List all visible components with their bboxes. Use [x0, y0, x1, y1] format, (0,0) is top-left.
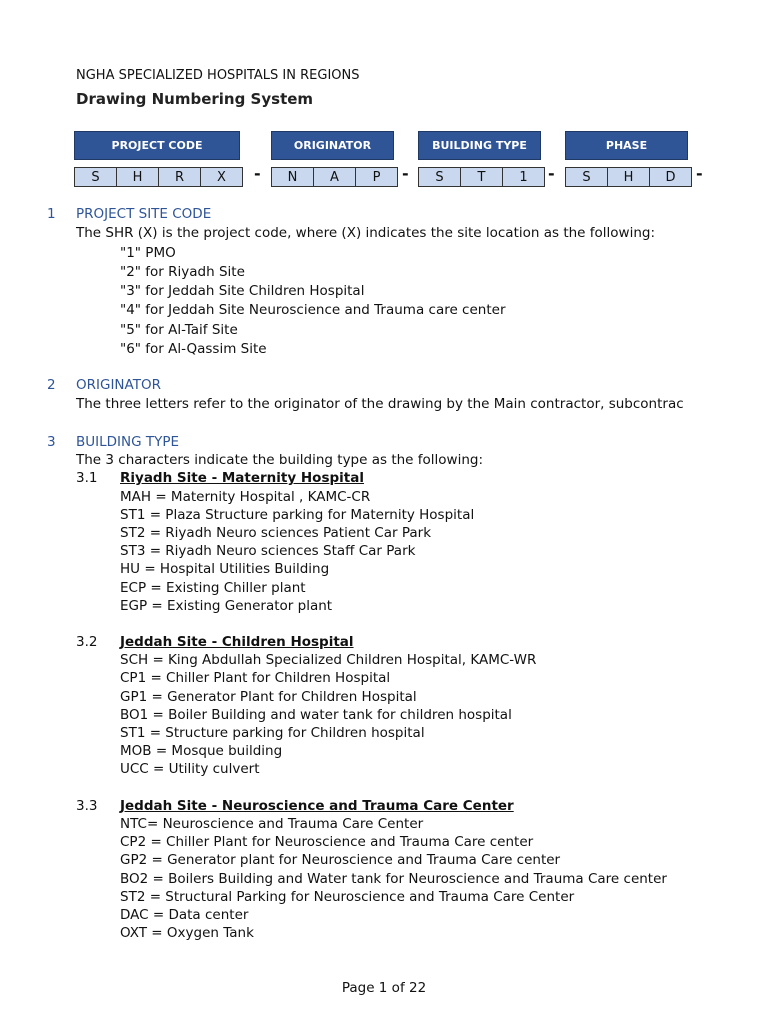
separator-dash: - — [696, 164, 703, 183]
code-cell: 1 — [503, 168, 544, 186]
list-item — [0, 688, 768, 706]
code-cells — [565, 167, 692, 187]
list-item-text: "4" for Jeddah Site Neuroscience and Trauma care center — [120, 302, 506, 319]
list-item — [0, 815, 768, 833]
code-cell: S — [566, 168, 608, 186]
list-item — [0, 742, 768, 760]
code-cell: P — [356, 168, 397, 186]
section-1 — [0, 205, 768, 359]
code-box-header: PHASE — [565, 131, 688, 160]
list-item — [0, 524, 768, 542]
code-cells — [74, 167, 243, 187]
code-cell: T — [461, 168, 503, 186]
code-cell: D — [650, 168, 691, 186]
list-item-text: SCH = King Abdullah Specialized Children Hospital, KAMC-WR — [120, 652, 537, 669]
separator-dash: - — [402, 164, 409, 183]
subsection-heading — [0, 469, 768, 487]
list-item-text: "5" for Al-Taif Site — [120, 321, 238, 338]
subsection-heading — [0, 797, 768, 815]
list-item — [0, 906, 768, 924]
list-item-text: DAC = Data center — [120, 906, 249, 923]
list-item — [0, 579, 768, 597]
subsection-title: Jeddah Site - Children Hospital — [120, 634, 354, 651]
section-heading: ORIGINATOR — [76, 377, 161, 393]
subsection-number: 3.2 — [76, 634, 98, 651]
spacer — [0, 779, 768, 797]
list-item — [0, 833, 768, 851]
code-cell: H — [117, 168, 159, 186]
page-number: Page 1 of 22 — [341, 980, 427, 996]
list-item — [0, 282, 768, 301]
list-item — [0, 506, 768, 524]
list-item-text: UCC = Utility culvert — [120, 761, 260, 778]
list-item — [0, 870, 768, 888]
page-title: Drawing Numbering System — [76, 90, 314, 108]
spacer — [0, 615, 768, 633]
list-item-text: ST1 = Structure parking for Children hospital — [120, 725, 425, 741]
section-3 — [0, 433, 768, 942]
list-item — [0, 651, 768, 669]
list-item-text: "6" for Al-Qassim Site — [120, 341, 267, 358]
list-item-text: ST3 = Riyadh Neuro sciences Staff Car Park — [120, 543, 416, 560]
list-item-text: OXT = Oxygen Tank — [120, 925, 254, 942]
list-item-text: ECP = Existing Chiller plant — [120, 579, 306, 596]
code-cell: N — [272, 168, 314, 186]
code-cells — [418, 167, 545, 187]
list-item-text: BO2 = Boilers Building and Water tank for Neuroscience and Trauma Care center — [120, 870, 667, 887]
code-cell: S — [75, 168, 117, 186]
list-item — [0, 888, 768, 906]
separator-dash: - — [254, 164, 261, 183]
list-item — [0, 560, 768, 578]
subsection-number: 3.3 — [76, 797, 98, 814]
code-cells — [271, 167, 398, 187]
code-cell: S — [419, 168, 461, 186]
section-number: 2 — [47, 377, 56, 393]
code-box-header: ORIGINATOR — [271, 131, 394, 160]
code-cell: R — [159, 168, 201, 186]
list-item — [0, 488, 768, 506]
subsection-number: 3.1 — [76, 470, 98, 487]
list-item-text: ST2 = Structural Parking for Neuroscience and Trauma Care Center — [120, 888, 575, 905]
section-number: 3 — [47, 434, 56, 450]
list-item-text: "2" for Riyadh Site — [120, 263, 245, 280]
list-item — [0, 597, 768, 615]
section-2 — [0, 376, 768, 415]
list-item — [0, 760, 768, 778]
list-item — [0, 321, 768, 340]
list-item-text: MOB = Mosque building — [120, 743, 283, 760]
separator-dash: - — [548, 164, 555, 183]
list-item-text: BO1 = Boiler Building and water tank for children hospital — [120, 706, 512, 723]
list-item-text: ST1 = Plaza Structure parking for Maternity Hospital — [120, 506, 475, 523]
subsection-title: Riyadh Site - Maternity Hospital — [120, 470, 364, 487]
list-item — [0, 340, 768, 359]
section-intro: The SHR (X) is the project code, where (X) indicates the site location as the following: — [76, 225, 656, 242]
list-item — [0, 851, 768, 869]
code-cell: H — [608, 168, 650, 186]
list-item-text: EGP = Existing Generator plant — [120, 597, 333, 614]
section-number: 1 — [47, 206, 56, 222]
list-item — [0, 301, 768, 320]
list-item-text: CP1 = Chiller Plant for Children Hospital — [120, 670, 391, 687]
list-item — [0, 542, 768, 560]
list-item-text: HU = Hospital Utilities Building — [120, 561, 330, 578]
list-item-text: NTC= Neuroscience and Trauma Care Center — [120, 815, 424, 832]
list-item — [0, 263, 768, 282]
list-item-text: "1" PMO — [120, 244, 176, 261]
code-box-header: PROJECT CODE — [74, 131, 240, 160]
subsection-title: Jeddah Site - Neuroscience and Trauma Care Center — [120, 797, 514, 814]
list-item-text: GP1 = Generator Plant for Children Hospital — [120, 688, 417, 705]
subsection-heading — [0, 633, 768, 651]
code-box-header: BUILDING TYPE — [418, 131, 541, 160]
list-item-text: MAH = Maternity Hospital , KAMC-CR — [120, 488, 371, 505]
section-intro: The 3 characters indicate the building type as the following: — [76, 452, 484, 469]
section-heading: PROJECT SITE CODE — [76, 206, 212, 222]
list-item-text: ST2 = Riyadh Neuro sciences Patient Car Park — [120, 524, 432, 541]
list-item — [0, 724, 768, 742]
list-item — [0, 669, 768, 687]
list-item-text: GP2 = Generator plant for Neuroscience and Trauma Care center — [120, 852, 561, 869]
list-item-text: CP2 = Chiller Plant for Neuroscience and Trauma Care center — [120, 834, 534, 851]
org-title: NGHA SPECIALIZED HOSPITALS IN REGIONS — [76, 68, 360, 83]
section-intro: The three letters refer to the originator of the drawing by the Main contractor, subcontrac — [76, 396, 684, 413]
list-item — [0, 924, 768, 942]
list-item-text: "3" for Jeddah Site Children Hospital — [120, 283, 365, 300]
section-heading: BUILDING TYPE — [76, 434, 180, 450]
list-item — [0, 244, 768, 263]
code-cell: X — [201, 168, 242, 186]
code-cell: A — [314, 168, 356, 186]
list-item — [0, 706, 768, 724]
